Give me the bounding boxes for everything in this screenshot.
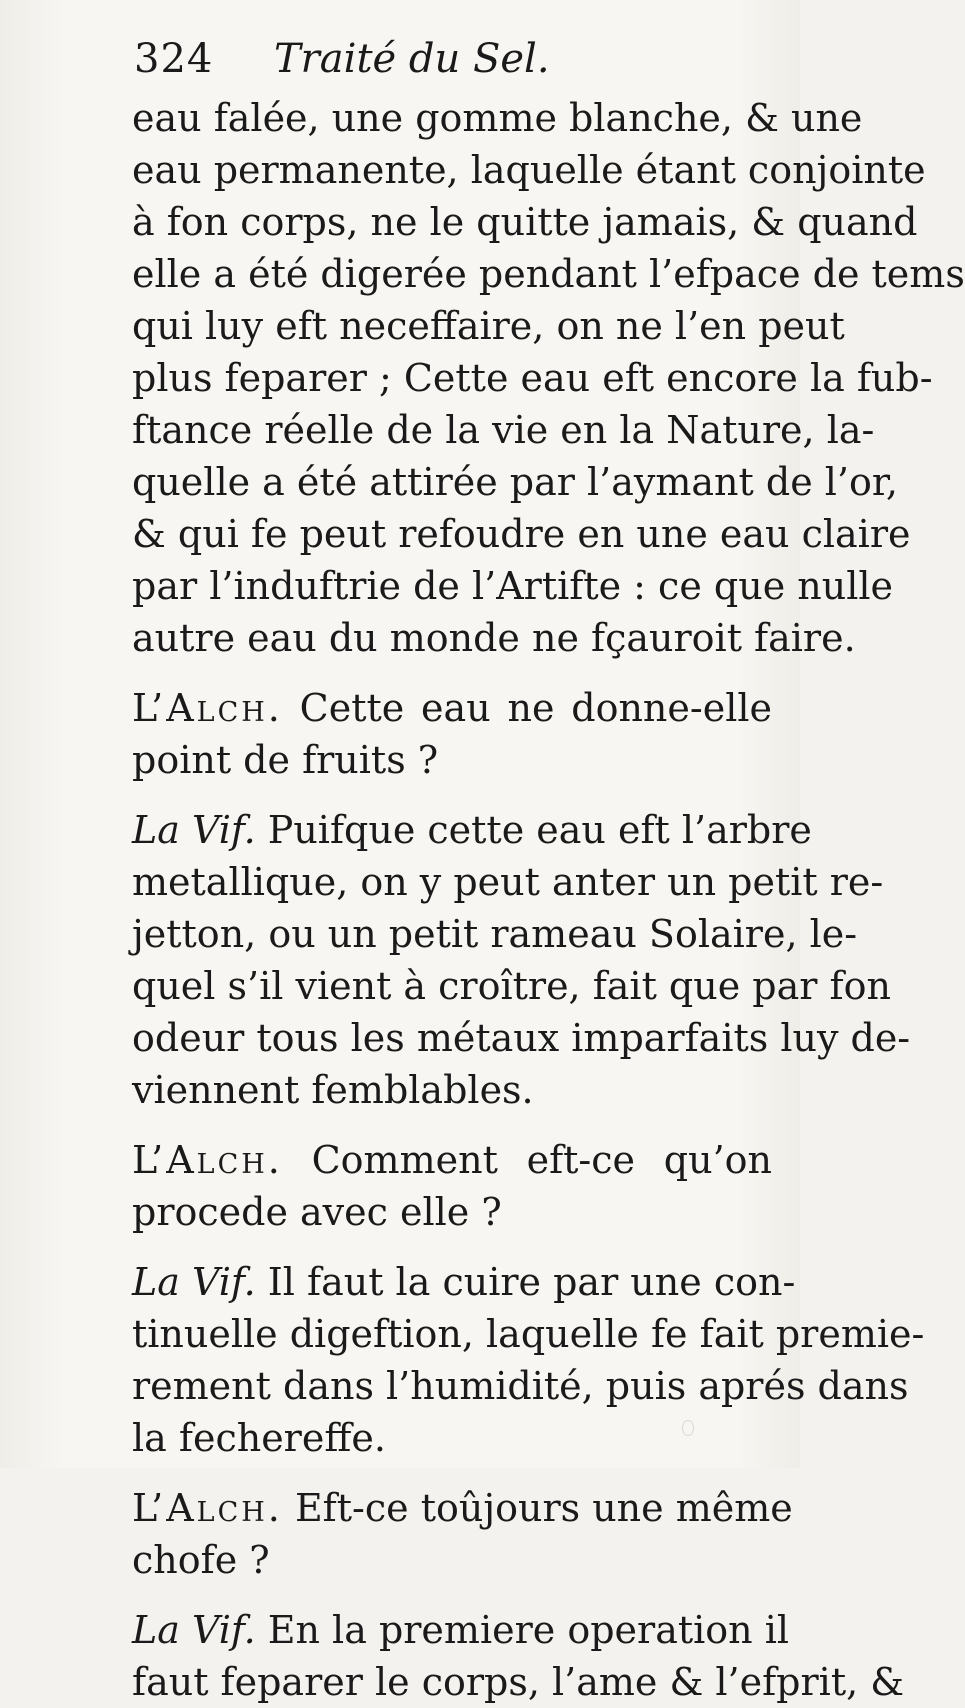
text-line: eau permanente, laquelle étant conjointe <box>132 148 926 192</box>
text-line: metallique, on y peut anter un petit re- <box>132 860 884 904</box>
page-number: 324 <box>134 36 214 82</box>
line-text: Eft-ce toûjours une même <box>282 1486 793 1530</box>
text-line: & qui fe peut refoudre en une eau claire <box>132 512 911 556</box>
paragraph-gap <box>132 1464 772 1482</box>
text-line <box>132 1604 790 1656</box>
text-line <box>132 1256 796 1308</box>
text-line: point de fruits ? <box>132 738 439 782</box>
dialogue-paragraph <box>132 1134 772 1238</box>
paragraph <box>132 92 965 664</box>
text-line <box>132 804 812 856</box>
speaker-label: La Vif. <box>132 1608 256 1652</box>
text-line: tinuelle digeftion, laquelle fe fait premie- <box>132 1312 925 1356</box>
speaker-label: L’Alch. <box>132 1486 283 1530</box>
text-line: quel s’il vient à croître, fait que par fon <box>132 964 891 1008</box>
line-text: Puifque cette eau eft l’arbre <box>255 808 812 852</box>
paper-stain <box>682 1420 694 1436</box>
text-line: jetton, ou un petit rameau Solaire, le- <box>132 912 858 956</box>
dialogue-paragraph <box>132 1482 793 1586</box>
text-line: autre eau du monde ne fçauroit faire. <box>132 616 856 660</box>
dialogue-paragraph <box>132 1256 925 1464</box>
speaker-label: L’Alch. <box>132 1138 283 1182</box>
dialogue-paragraph <box>132 682 772 786</box>
text-line: la fechereffe. <box>132 1416 386 1460</box>
text-line: rement dans l’humidité, puis aprés dans <box>132 1364 909 1408</box>
speaker-label: La Vif. <box>132 1260 256 1304</box>
paragraph-gap <box>132 1586 772 1604</box>
text-line: faut feparer le corps, l’ame & l’efprit, & <box>132 1660 905 1704</box>
running-title: Traité du Sel. <box>274 36 550 82</box>
speaker-label: L’Alch. <box>132 686 283 730</box>
paragraph-gap <box>132 786 772 804</box>
text-line: chofe ? <box>132 1538 270 1582</box>
text-line: odeur tous les métaux imparfaits luy de- <box>132 1016 911 1060</box>
body-text <box>132 92 965 1708</box>
text-line: à fon corps, ne le quitte jamais, & quand <box>132 200 918 244</box>
line-text: Il faut la cuire par une con- <box>255 1260 796 1304</box>
speaker-label: La Vif. <box>132 808 256 852</box>
dialogue-paragraph <box>132 804 911 1116</box>
line-text: En la premiere operation il <box>255 1608 790 1652</box>
text-line: eau falée, une gomme blanche, & une <box>132 96 863 140</box>
text-line <box>132 1482 793 1534</box>
line-text: Comment eft-ce qu’on <box>282 1138 772 1182</box>
text-line: ftance réelle de la vie en la Nature, la- <box>132 408 875 452</box>
text-line: plus feparer ; Cette eau eft encore la fub- <box>132 356 933 400</box>
text-line <box>132 682 772 734</box>
text-line: quelle a été attirée par l’aymant de l’or, <box>132 460 898 504</box>
paragraph-gap <box>132 1116 772 1134</box>
text-line: par l’induftrie de l’Artifte : ce que nulle <box>132 564 894 608</box>
text-line <box>132 1134 772 1186</box>
text-line: procede avec elle ? <box>132 1190 502 1234</box>
paragraph-gap <box>132 1238 772 1256</box>
text-line: elle a été digerée pendant l’efpace de tems <box>132 252 965 296</box>
text-line: viennent femblables. <box>132 1068 534 1112</box>
paragraph-gap <box>132 664 772 682</box>
page-header <box>134 36 760 96</box>
line-text: Cette eau ne donne-elle <box>282 686 772 730</box>
text-line: qui luy eft neceffaire, on ne l’en peut <box>132 304 845 348</box>
dialogue-paragraph <box>132 1604 905 1708</box>
